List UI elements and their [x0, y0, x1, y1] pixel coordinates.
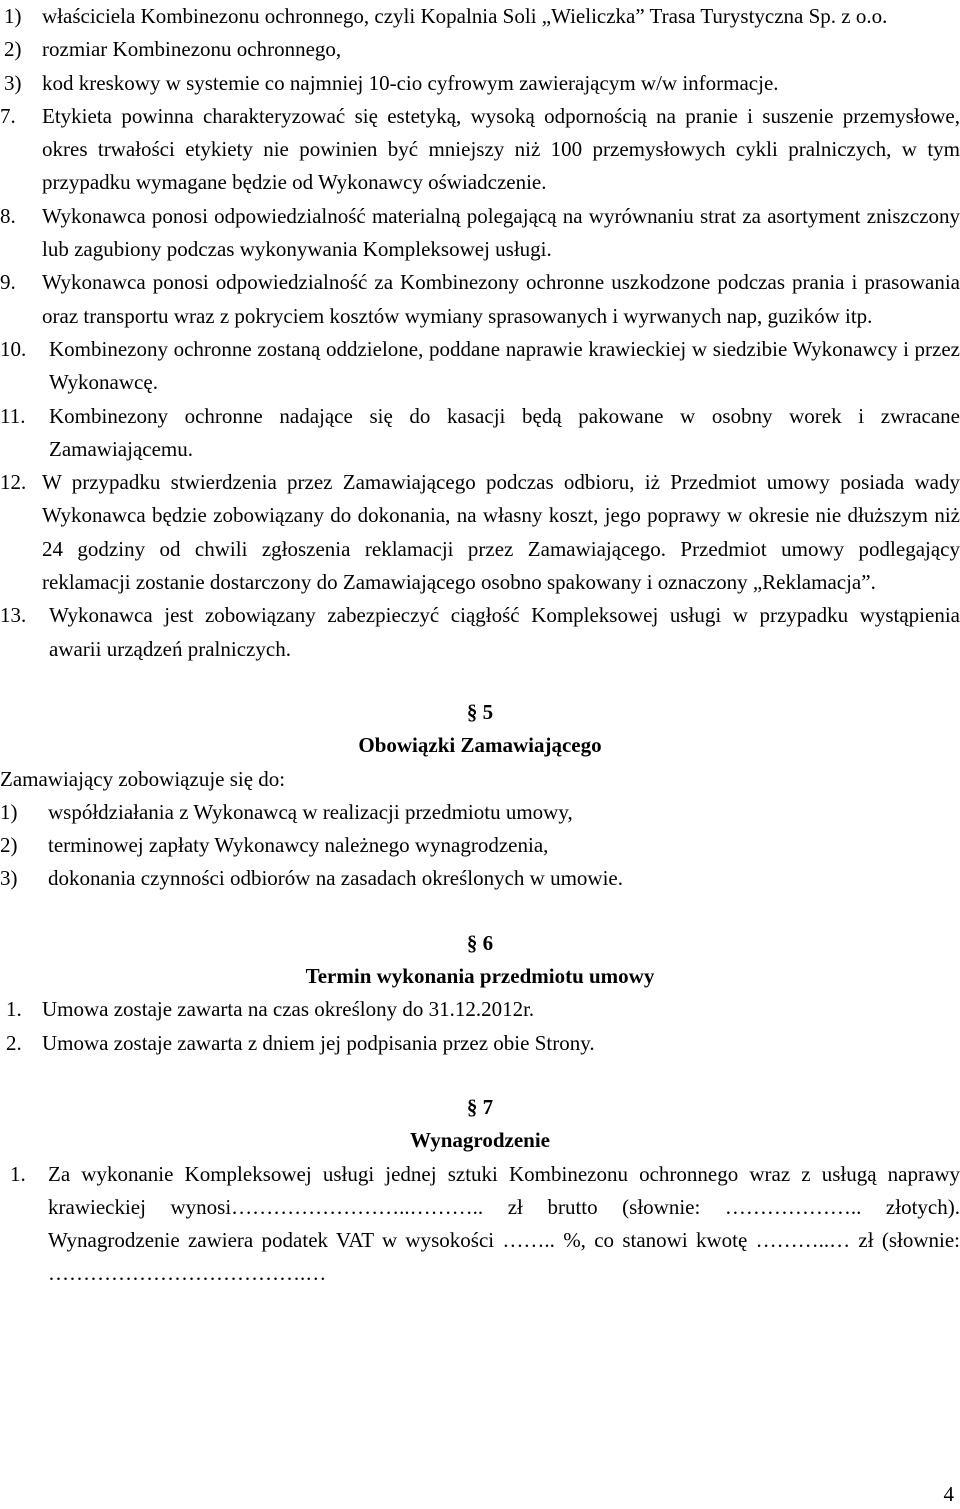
section-symbol: § 5	[466, 699, 494, 724]
point-text: Wykonawca ponosi odpowiedzialność za Kombinezony ochronne uszkodzone podczas prania i prasowania oraz transportu wraz z pokryciem kosztów wymiany sprasowanych i wyrwanych nap, guzików itp.	[42, 270, 960, 328]
section-7	[0, 1091, 960, 1291]
section-symbol: § 7	[466, 1094, 494, 1119]
point-item	[0, 200, 960, 267]
section-title: Obowiązki Zamawiającego	[358, 733, 602, 758]
section-6	[0, 927, 960, 1060]
list-item	[4, 67, 960, 100]
list-text: Umowa zostaje zawarta z dniem jej podpisania przez obie Strony.	[42, 1030, 595, 1055]
list-number: 2)	[4, 37, 22, 62]
point-item	[0, 466, 960, 599]
section-symbol: § 6	[466, 930, 494, 955]
list-number: 2.	[6, 1030, 22, 1055]
point-text: Wykonawca jest zobowiązany zabezpieczyć ciągłość Kompleksowej usługi w przypadku wystąpienia awarii urządzeń pralniczych.	[49, 603, 960, 661]
point-item	[0, 266, 960, 333]
list-item	[0, 796, 960, 829]
points-list	[0, 100, 960, 666]
list-number: 1)	[4, 4, 22, 28]
point-item	[0, 333, 960, 400]
page-number: 4	[943, 1482, 954, 1506]
section-title: Termin wykonania przedmiotu umowy	[305, 964, 655, 989]
list-item	[0, 862, 960, 895]
list-item	[6, 993, 960, 1026]
list-text: właściciela Kombinezonu ochronnego, czyli Kopalnia Soli „Wieliczka” Trasa Turystyczna Sp. z o.o.	[42, 4, 888, 28]
section-title: Wynagrodzenie	[410, 1128, 550, 1153]
list-item	[4, 0, 960, 33]
point-number: 8.	[0, 203, 16, 228]
point-text: Kombinezony ochronne zostaną oddzielone, poddane naprawie krawieckiej w siedzibie Wykonawcy i przez Wykonawcę.	[49, 336, 960, 395]
list-number: 3)	[4, 70, 22, 95]
top-list	[0, 0, 960, 100]
point-number: 12.	[0, 470, 27, 495]
list-number: 3)	[0, 866, 18, 891]
point-number: 7.	[0, 103, 16, 128]
list-number: 1)	[0, 799, 18, 824]
point-text: Etykieta powinna charakteryzować się estetyką, wysoką odpornością na pranie i suszenie przemysłowe, okres trwałości etykiety nie powinien być mniejszy niż 100 przemysłowych cykli pralniczych, w tym przypadku wymagane będzie od Wykonawcy oświadczenie.	[42, 103, 960, 195]
point-text: Wykonawca ponosi odpowiedzialność materialną polegającą na wyrównaniu strat za asortyment zniszczony lub zagubiony podczas wykonywania Kompleksowej usługi.	[42, 203, 960, 262]
point-number: 9.	[0, 270, 16, 295]
list-text: współdziałania z Wykonawcą w realizacji przedmiotu umowy,	[48, 799, 573, 824]
list-text: Za wykonanie Kompleksowej usługi jednej sztuki Kombinezonu ochronnego wraz z usługą naprawy krawieckiej wynosi……………………..……….. zł brutto (słownie: ……………….. złotych). Wynagrodzenie zawiera podatek VAT w wysokości …….. %, co stanowi kwotę ………..… zł (słownie: ……………………………….…	[48, 1161, 960, 1286]
list-number: 1.	[6, 997, 22, 1022]
point-text: W przypadku stwierdzenia przez Zamawiającego podczas odbioru, iż Przedmiot umowy posiada wady Wykonawca będzie zobowiązany do dokonania, na własny koszt, jego poprawy w okresie nie dłuższym niż 24 godziny od chwili zgłoszenia reklamacji przez Zamawiającego. Przedmiot umowy podlegający reklamacji zostanie dostarczony do Zamawiającego osobno spakowany i oznaczony „Reklamacja”.	[42, 470, 960, 595]
section-5	[0, 696, 960, 896]
list-number: 1.	[10, 1161, 26, 1186]
list-number: 2)	[0, 833, 18, 858]
point-text: Kombinezony ochronne nadające się do kasacji będą pakowane w osobny worek i zwracane Zamawiającemu.	[49, 403, 960, 461]
point-item	[0, 100, 960, 200]
point-item	[0, 599, 960, 666]
list-item	[10, 1158, 960, 1291]
list-item	[0, 829, 960, 862]
point-number: 11.	[0, 403, 26, 428]
list-text: rozmiar Kombinezonu ochronnego,	[42, 37, 342, 62]
point-number: 10.	[0, 336, 27, 361]
point-number: 13.	[0, 603, 27, 628]
point-item	[0, 400, 960, 467]
list-text: terminowej zapłaty Wykonawcy należnego wynagrodzenia,	[48, 833, 549, 858]
list-item	[4, 33, 960, 66]
list-item	[6, 1027, 960, 1060]
list-text: Umowa zostaje zawarta na czas określony do 31.12.2012r.	[42, 997, 535, 1022]
section-intro: Zamawiający zobowiązuje się do:	[0, 766, 286, 791]
list-text: kod kreskowy w systemie co najmniej 10-cio cyfrowym zawierającym w/w informacje.	[42, 70, 779, 95]
list-text: dokonania czynności odbiorów na zasadach określonych w umowie.	[48, 866, 623, 891]
